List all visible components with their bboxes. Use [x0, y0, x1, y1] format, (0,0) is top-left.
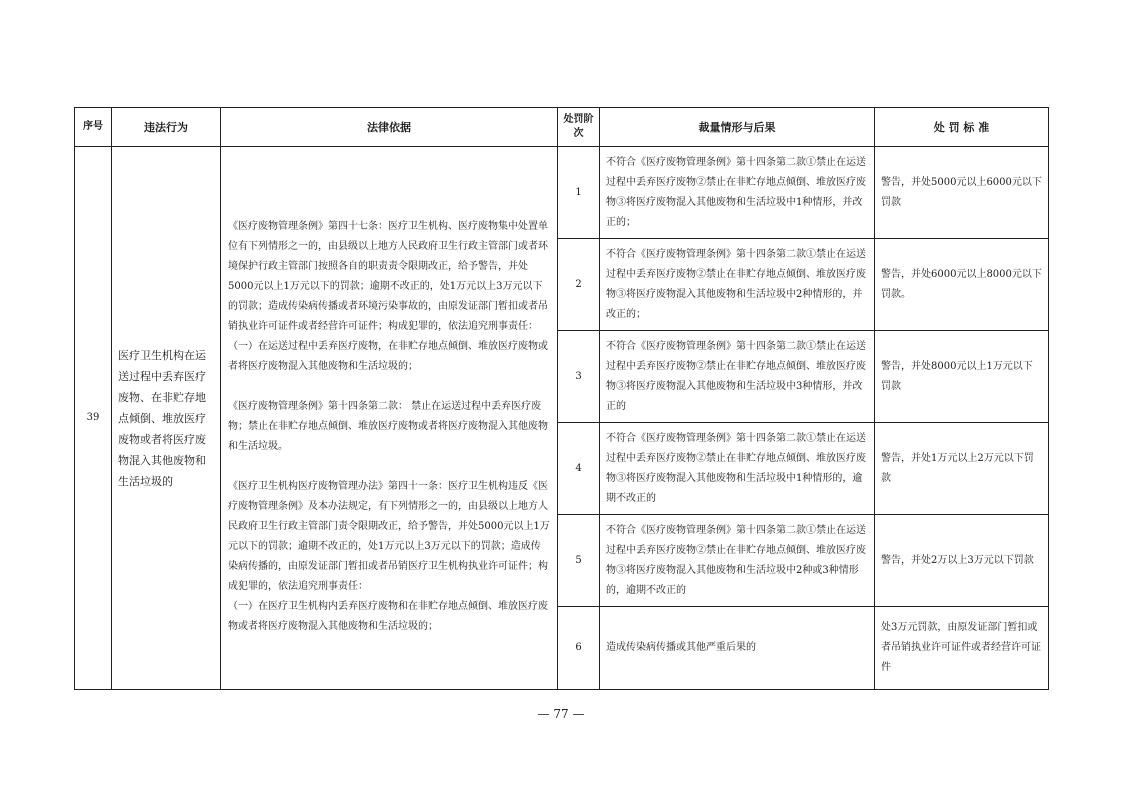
circumstance-cell: 不符合《医疗废物管理条例》第十四条第二款①禁止在运送过程中丢弃医疗废物②禁止在非贮存地点倾倒、堆放医疗废物③将医疗废物混入其他废物和生活垃圾中3种情形，并改正的 — [600, 331, 875, 423]
standard-cell: 警告，并处6000元以上8000元以下罚款。 — [875, 239, 1049, 331]
standard-cell: 警告，并处8000元以上1万元以下罚款 — [875, 331, 1049, 423]
standard-cell: 警告，并处5000元以上6000元以下罚款 — [875, 147, 1049, 239]
blank-line — [228, 377, 550, 397]
stage-cell: 2 — [558, 239, 600, 331]
header-standard: 处 罚 标 准 — [875, 108, 1049, 147]
page-number: — 77 — — [537, 707, 585, 721]
law-paragraph: （一）在医疗卫生机构内丢弃医疗废物和在非贮存地点倾倒、堆放医疗废物或者将医疗废物混入其他废物和生活垃圾的； — [228, 601, 548, 632]
law-paragraph: 《医疗废物管理条例》第十四条第二款： 禁止在运送过程中丢弃医疗废物；禁止在非贮存地点倾倒、堆放医疗废物或者将医疗废物混入其他废物和生活垃圾。 — [228, 401, 548, 452]
circumstance-cell: 不符合《医疗废物管理条例》第十四条第二款①禁止在运送过程中丢弃医疗废物②禁止在非贮存地点倾倒、堆放医疗废物③将医疗废物混入其他废物和生活垃圾中1种情形，并改正的； — [600, 147, 875, 239]
row-seq: 39 — [75, 147, 112, 690]
header-law: 法律依据 — [221, 108, 558, 147]
penalty-table — [74, 107, 1049, 690]
row-violation: 医疗卫生机构在运送过程中丢弃医疗废物、在非贮存地点倾倒、堆放医疗废物或者将医疗废物混入其他废物和生活垃圾的 — [112, 147, 221, 690]
header-seq: 序号 — [75, 108, 112, 147]
stage-cell: 4 — [558, 423, 600, 515]
standard-cell: 警告，并处1万元以上2万元以下罚款 — [875, 423, 1049, 515]
law-paragraph: 《医疗废物管理条例》第四十七条：医疗卫生机构、医疗废物集中处置单位有下列情形之一的，由县级以上地方人民政府卫生行政主管部门或者环境保护行政主管部门按照各自的职责责令限期改正，给予警告，并处5000元以上1万元以下的罚款；逾期不改正的，处1万元以上3万元以下的罚款；造成传染病传播或者环境污染事故的，由原发证部门暂扣或者吊销执业许可证件或者经营许可证件；构成犯罪的，依法追究刑事责任： — [228, 221, 548, 332]
law-paragraph: 《医疗卫生机构医疗废物管理办法》第四十一条：医疗卫生机构违反《医疗废物管理条例》及本办法规定，有下列情形之一的，由县级以上地方人民政府卫生行政主管部门责令限期改正，给予警告，并处5000元以上1万元以下的罚款；逾期不改正的，处1万元以上3万元以下的罚款；造成传染病传播的，由原发证部门暂扣或者吊销医疗卫生机构执业许可证件；构成犯罪的，依法追究刑事责任： — [228, 481, 550, 592]
standard-cell: 处3万元罚款，由原发证部门暂扣或者吊销执业许可证件或者经营许可证件 — [875, 607, 1049, 690]
header-circumstance: 裁量情形与后果 — [600, 108, 875, 147]
circumstance-cell: 不符合《医疗废物管理条例》第十四条第二款①禁止在运送过程中丢弃医疗废物②禁止在非贮存地点倾倒、堆放医疗废物③将医疗废物混入其他废物和生活垃圾中2种情形的，并改正的； — [600, 239, 875, 331]
stage-cell: 5 — [558, 515, 600, 607]
circumstance-cell: 不符合《医疗废物管理条例》第十四条第二款①禁止在运送过程中丢弃医疗废物②禁止在非贮存地点倾倒、堆放医疗废物③将医疗废物混入其他废物和生活垃圾中1种情形的，逾期不改正的 — [600, 423, 875, 515]
header-stage: 处罚阶次 — [558, 108, 600, 147]
row-legal-basis — [221, 147, 558, 690]
blank-line — [228, 457, 550, 477]
circumstance-cell: 造成传染病传播或其他严重后果的 — [600, 607, 875, 690]
header-act: 违法行为 — [112, 108, 221, 147]
stage-cell: 1 — [558, 147, 600, 239]
header-row — [75, 108, 1049, 147]
stage-cell: 3 — [558, 331, 600, 423]
standard-cell: 警告，并处2万以上3万元以下罚款 — [875, 515, 1049, 607]
table-row — [75, 147, 1049, 239]
circumstance-cell: 不符合《医疗废物管理条例》第十四条第二款①禁止在运送过程中丢弃医疗废物②禁止在非贮存地点倾倒、堆放医疗废物③将医疗废物混入其他废物和生活垃圾中2种或3种情形的，逾期不改正的 — [600, 515, 875, 607]
stage-cell: 6 — [558, 607, 600, 690]
law-paragraph: （一）在运送过程中丢弃医疗废物，在非贮存地点倾倒、堆放医疗废物或者将医疗废物混入其他废物和生活垃圾的； — [228, 341, 548, 372]
